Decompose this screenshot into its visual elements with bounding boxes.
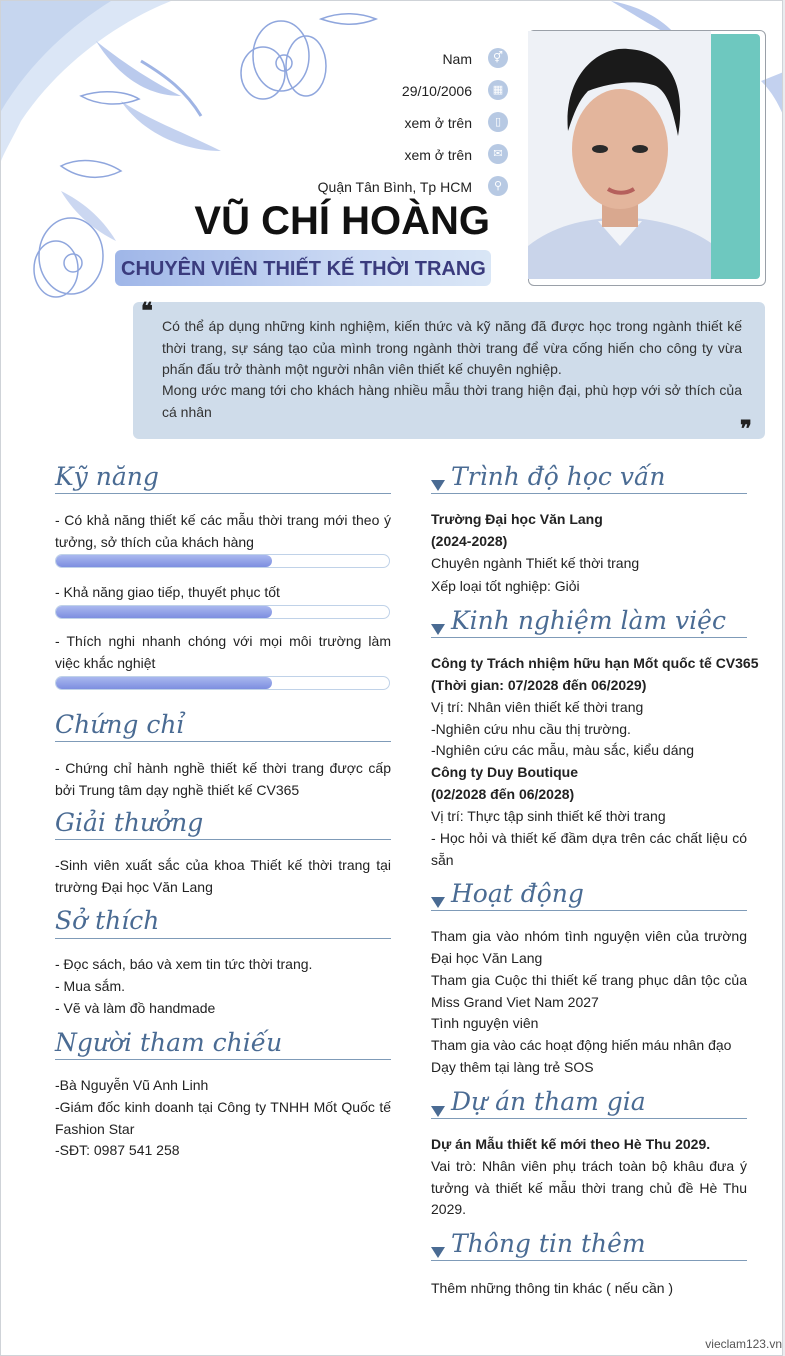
- job-2-line-2: - Học hỏi và thiết kế đầm dựa trên các chất liệu có sẵn: [431, 830, 747, 868]
- close-quote-icon: ❞: [740, 416, 752, 442]
- education-heading: Trình độ học vấn: [451, 462, 666, 491]
- location-pin-icon: ⚲: [488, 176, 508, 196]
- education-school: Trường Đại học Văn Lang: [431, 511, 603, 527]
- skills-heading: Kỹ năng: [55, 462, 159, 491]
- activity-5: Dạy thêm tại làng trẻ SOS: [431, 1059, 594, 1075]
- open-quote-icon: ❝: [141, 298, 153, 324]
- job-title-banner: [115, 250, 491, 286]
- activity-3: Tình nguyện viên: [431, 1015, 539, 1031]
- job-2-company: Công ty Duy Boutique: [431, 764, 578, 780]
- education-grade: Xếp loại tốt nghiệp: Giỏi: [431, 578, 580, 594]
- objective-paragraph-1: Có thể áp dụng những kinh nghiệm, kiến thức và kỹ năng đã được học trong ngành thiết kế thời trang, sự sáng tạo của mình trong ngành thời trang để vừa cống hiến cho công ty vừa phấn đấu trở thành một người nhân viên thiết kế chuyên nghiệp.: [162, 318, 742, 377]
- education-period: (2024-2028): [431, 533, 508, 549]
- activities-arrow-icon: [431, 897, 445, 908]
- mail-icon: ✉: [488, 144, 508, 164]
- education-arrow-icon: [431, 480, 445, 491]
- job-1-line-3: -Nghiên cứu các mẫu, màu sắc, kiểu dáng: [431, 742, 695, 758]
- experience-heading: Kinh nghiệm làm việc: [451, 606, 726, 635]
- job-1-line-1: Vị trí: Nhân viên thiết kế thời trang: [431, 699, 644, 715]
- job-2-period: (02/2028 đến 06/2028): [431, 786, 575, 802]
- candidate-name: VŨ CHÍ HOÀNG: [194, 199, 490, 243]
- activity-4: Tham gia vào các hoạt động hiến máu nhân đạo: [431, 1037, 732, 1053]
- skill-2-bar: [55, 605, 390, 619]
- hobby-2: - Mua sắm.: [55, 978, 126, 994]
- projects-heading: Dự án tham gia: [451, 1087, 646, 1116]
- project-name: Dự án Mẫu thiết kế mới theo Hè Thu 2029.: [431, 1136, 711, 1152]
- phone-icon: ▯: [488, 112, 508, 132]
- hobbies-heading: Sở thích: [55, 906, 160, 935]
- job-2-line-1: Vị trí: Thực tập sinh thiết kế thời trang: [431, 808, 666, 824]
- calendar-icon: ▦: [488, 80, 508, 100]
- reference-name: -Bà Nguyễn Vũ Anh Linh: [55, 1077, 209, 1093]
- gender-icon: ⚥: [488, 48, 508, 68]
- extra-info-text: Thêm những thông tin khác ( nếu cần ): [431, 1280, 674, 1296]
- skill-3-bar-fill: [56, 677, 272, 689]
- extra-arrow-icon: [431, 1247, 445, 1258]
- education-major: Chuyên ngành Thiết kế thời trang: [431, 555, 640, 571]
- skill-1-bar-fill: [56, 555, 272, 567]
- certificates-heading: Chứng chỉ: [55, 710, 185, 739]
- job-1-period: (Thời gian: 07/2028 đến 06/2029): [431, 677, 647, 693]
- activities-heading: Hoạt động: [451, 879, 584, 908]
- gender-text: Nam: [442, 51, 472, 67]
- certificate-text: - Chứng chỉ hành nghề thiết kế thời trang được cấp bởi Trung tâm dạy nghề thiết kế CV365: [55, 760, 391, 798]
- address-text: Quận Tân Bình, Tp HCM: [317, 179, 472, 195]
- watermark: vieclam123.vn: [705, 1337, 782, 1351]
- birthday-text: 29/10/2006: [401, 83, 472, 99]
- job-1-line-2: -Nghiên cứu nhu cầu thị trường.: [431, 721, 631, 737]
- reference-position: -Giám đốc kinh doanh tại Công ty TNHH Mốt Quốc tế Fashion Star: [55, 1099, 391, 1137]
- photo-accent-block: [706, 34, 760, 279]
- skill-2-bar-fill: [56, 606, 272, 618]
- hobby-3: - Vẽ và làm đồ handmade: [55, 1000, 216, 1016]
- activity-2: Tham gia Cuộc thi thiết kế trang phục dân tộc của Miss Grand Viet Nam 2027: [431, 972, 747, 1010]
- objective-paragraph-2: Mong ước mang tới cho khách hàng nhiều mẫu thời trang hiện đại, phù hợp với sở thích của cá nhân: [162, 382, 742, 420]
- skill-1-bar: [55, 554, 390, 568]
- skill-2-text: - Khả năng giao tiếp, thuyết phục tốt: [55, 584, 280, 600]
- career-objective-box: [133, 298, 765, 442]
- experience-arrow-icon: [431, 624, 445, 635]
- activity-1: Tham gia vào nhóm tình nguyện viên của trường Đại học Văn Lang: [431, 928, 747, 966]
- job-1-company: Công ty Trách nhiệm hữu hạn Mốt quốc tế CV365: [431, 655, 759, 671]
- projects-arrow-icon: [431, 1106, 445, 1117]
- skill-3-bar: [55, 676, 390, 690]
- hobby-1: - Đọc sách, báo và xem tin tức thời trang.: [55, 956, 313, 972]
- profile-photo: [528, 31, 711, 279]
- awards-heading: Giải thưởng: [55, 808, 204, 837]
- references-heading: Người tham chiếu: [55, 1028, 283, 1057]
- email-text: xem ở trên: [404, 147, 472, 163]
- job-title: CHUYÊN VIÊN THIẾT KẾ THỜI TRANG: [121, 258, 486, 280]
- reference-phone: -SĐT: 0987 541 258: [55, 1142, 180, 1158]
- skill-3-text: - Thích nghi nhanh chóng với mọi môi trường làm việc khắc nghiệt: [55, 633, 391, 671]
- award-text: -Sinh viên xuất sắc của khoa Thiết kế thời trang tại trường Đại học Văn Lang: [55, 857, 391, 895]
- project-role: Vai trò: Nhân viên phụ trách toàn bộ khâu đưa ý tưởng và thiết kế mẫu thời trang chủ đề Hè Thu 2029.: [431, 1158, 747, 1217]
- extra-info-heading: Thông tin thêm: [451, 1229, 646, 1258]
- phone-text: xem ở trên: [404, 115, 472, 131]
- skill-1-text: - Có khả năng thiết kế các mẫu thời trang mới theo ý tưởng, sở thích của khách hàng: [55, 512, 391, 550]
